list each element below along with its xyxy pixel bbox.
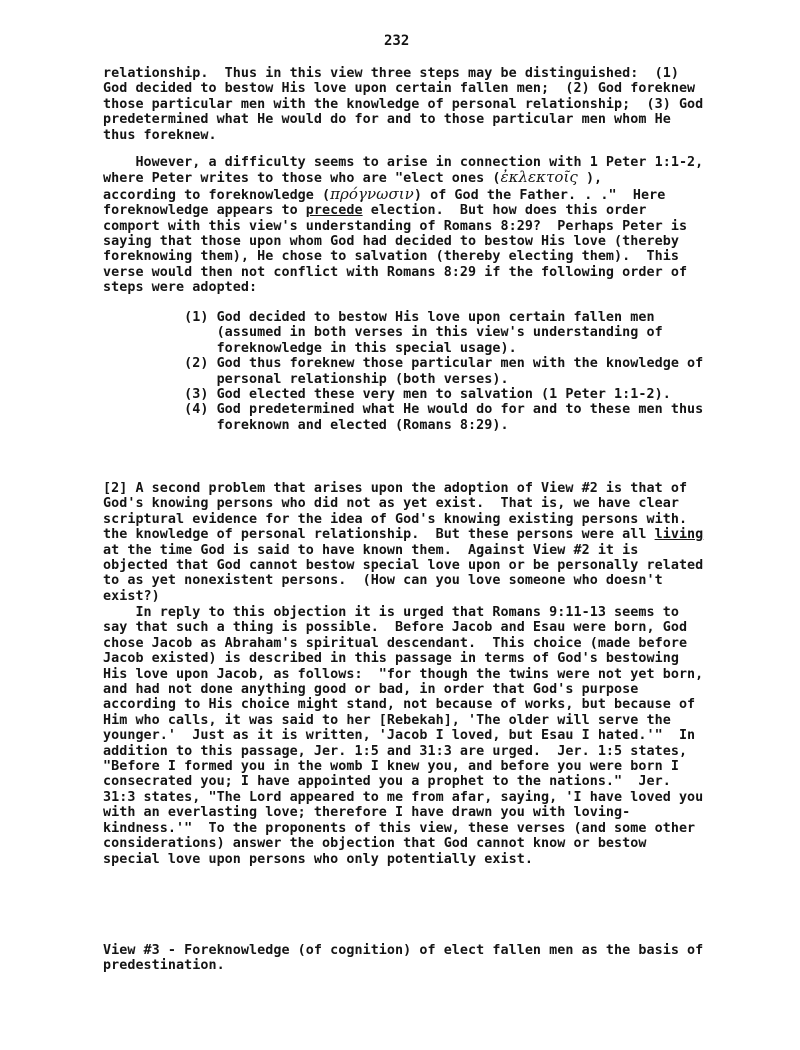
paragraph-second-problem [103,481,743,604]
text-segment: ), [577,171,603,187]
text-line: kindness.'" To the proponents of this view, these verses (and some other [103,820,696,836]
text-line: saying that those upon whom God had decided to bestow His love (thereby [103,234,679,250]
list-item: (2) God thus foreknew those particular men with the knowledge of [103,356,704,372]
text-line: Him who calls, it was said to her [Rebekah], 'The older will serve the [103,712,671,728]
text-line: predetermined what He would do for and to those particular men whom He [103,112,671,128]
text-line: younger.' Just as it is written, 'Jacob I loved, but Esau I hated.'" In [103,728,696,744]
text-line [103,184,743,203]
text-line: exist?) [103,588,160,604]
text-line: View #3 - Foreknowledge (of cognition) of elect fallen men as the basis of [103,943,704,958]
view3-heading [103,943,743,974]
greek-word-eklektois: ἐκλεκτοῖς [500,168,578,187]
text-segment: election. But how does this order [362,203,647,219]
list-item: (1) God decided to bestow His love upon certain fallen men [103,310,655,325]
greek-word-prognosin: πρόγνωσιν [330,184,414,203]
text-line: thus foreknew. [103,127,217,143]
text-segment: ) of God the Father. . ." Here [413,187,666,203]
text-line: at the time God is said to have known them. Against View #2 it is [103,542,639,558]
text-segment: where Peter writes to those who are "elect ones ( [103,171,501,187]
text-line: predestination. [103,958,225,974]
text-line: 31:3 states, "The Lord appeared to me from afar, saying, 'I have loved you [103,789,704,805]
text-segment: the knowledge of personal relationship. But these persons were all [103,527,655,543]
text-line: consecrated you; I have appointed you a prophet to the nations." Jer. [103,774,671,790]
list-item: foreknowledge in this special usage). [103,340,517,356]
text-line: chose Jacob as Abraham's spiritual descendant. This choice (made before [103,635,688,651]
text-line [103,203,743,218]
text-segment: according to foreknowledge ( [103,187,331,203]
paragraph-reply [103,605,743,867]
text-line: God's knowing persons who did not as yet exist. That is, we have clear [103,496,679,512]
text-line: and had not done anything good or bad, in order that God's purpose [103,682,639,698]
list-item: (assumed in both verses in this view's understanding of [103,325,663,341]
text-line: scriptural evidence for the idea of God's knowing existing persons with. [103,511,688,527]
text-line: say that such a thing is possible. Before Jacob and Esau were born, God [103,620,688,636]
text-segment: foreknowledge appears to [103,203,306,219]
text-line: to as yet nonexistent persons. (How can you love someone who doesn't [103,573,663,589]
list-item: personal relationship (both verses). [103,371,509,387]
list-item: (3) God elected these very men to salvation (1 Peter 1:1-2). [103,387,671,403]
ordered-steps-list [103,310,743,433]
text-line: foreknowing them), He chose to salvation (thereby electing them). This [103,249,679,265]
text-line: "Before I formed you in the womb I knew you, and before you were born I [103,759,679,775]
text-line: steps were adopted: [103,280,258,296]
text-line: God decided to bestow His love upon certain fallen men; (2) God foreknew [103,81,696,97]
list-item: (4) God predetermined what He would do for and to these men thus [103,402,704,418]
page-number: 232 [384,33,410,49]
paragraph-steps-summary [103,66,743,143]
text-line [103,527,743,542]
text-line: verse would then not conflict with Romans 8:29 if the following order of [103,264,688,280]
text-line: relationship. Thus in this view three steps may be distinguished: (1) [103,66,679,81]
list-item: foreknown and elected (Romans 8:29). [103,417,509,433]
text-line: In reply to this objection it is urged that Romans 9:11-13 seems to [103,605,679,620]
text-line: comport with this view's understanding of Romans 8:29? Perhaps Peter is [103,218,688,234]
text-line: considerations) answer the objection that God cannot know or bestow [103,836,647,852]
text-line: [2] A second problem that arises upon the adoption of View #2 is that of [103,481,688,496]
text-line: objected that God cannot bestow special love upon or be personally related [103,558,704,574]
text-line [103,170,743,186]
text-line: special love upon persons who only potentially exist. [103,851,533,867]
underlined-word-living: living [654,527,704,543]
text-line: those particular men with the knowledge of personal relationship; (3) God [103,96,704,112]
text-line: Jacob existed) is described in this passage in terms of God's bestowing [103,651,679,667]
text-line: addition to this passage, Jer. 1:5 and 31:3 are urged. Jer. 1:5 states, [103,743,688,759]
paragraph-peter-difficulty [103,155,743,296]
text-line: according to His choice might stand, not because of works, but because of [103,697,696,713]
underlined-word-precede: precede [305,203,363,219]
text-line: with an everlasting love; therefore I have drawn you with loving- [103,805,631,821]
text-line: However, a difficulty seems to arise in connection with 1 Peter 1:1-2, [103,155,704,170]
text-line: His love upon Jacob, as follows: "for though the twins were not yet born, [103,666,704,682]
